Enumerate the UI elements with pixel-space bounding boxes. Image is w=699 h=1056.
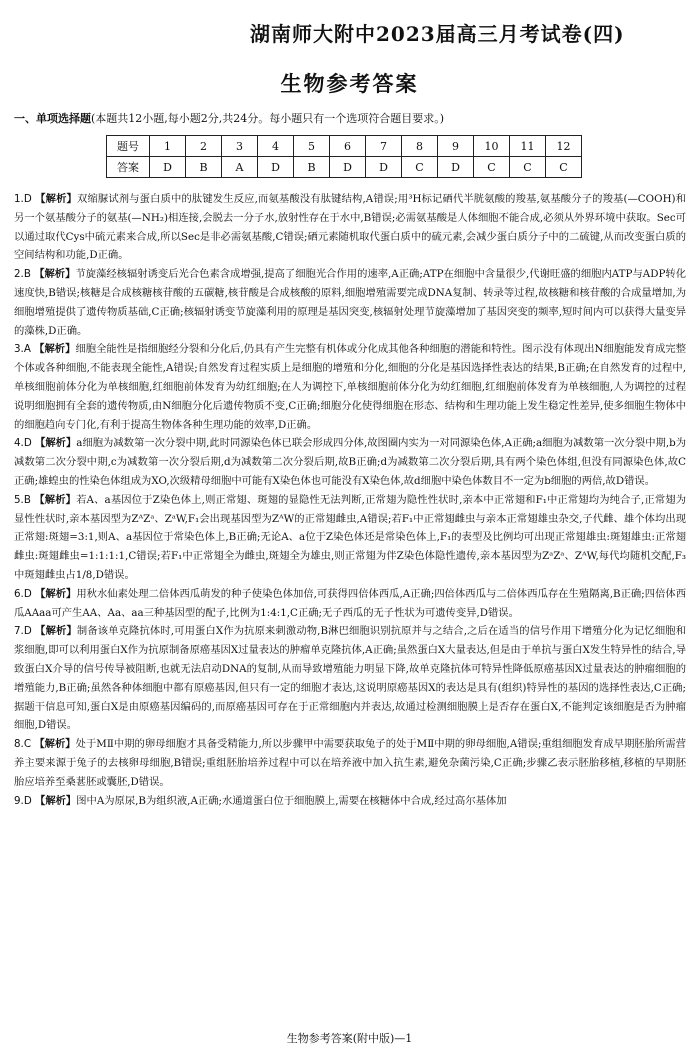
- answer-table-answer-row: [107, 157, 582, 178]
- table-cell: D: [150, 157, 186, 178]
- item-number: 3.A: [14, 343, 31, 356]
- table-cell: 2: [186, 136, 222, 157]
- analysis-tag: 【解析】: [35, 437, 77, 450]
- item-number: 7.D: [14, 625, 32, 638]
- analysis-tag: 【解析】: [35, 587, 77, 600]
- explanation-item: [14, 265, 686, 340]
- item-number: 1.D: [14, 193, 32, 205]
- table-row-label: 答案: [107, 157, 150, 178]
- table-cell: 1: [150, 136, 186, 157]
- analysis-tag: 【解析】: [35, 794, 77, 807]
- item-number: 8.C: [14, 738, 32, 751]
- table-cell: D: [330, 157, 366, 178]
- table-cell: 3: [222, 136, 258, 157]
- table-cell: 4: [258, 136, 294, 157]
- item-text: 双缩脲试剂与蛋白质中的肽键发生反应,而氨基酸没有肽键结构,A错误;用³H标记硒代半胱氨酸的羧基,氨基酸分子的羧基(—COOH)和另一个氨基酸分子的氨基(—NH₂)相连接,会脱去一分子水,放射性存在于水中,B错误;必需氨基酸是人体细胞不能合成,必须从外界环境中获取。Sec可以通过取代Cys中硫元素来合成,所以Sec是非必需氨基酸,C错误;硒元素随机取代蛋白质中的硫元素,会减少蛋白质分子中的二硫键,从而改变蛋白质的空间结构和功能,D正确。: [14, 193, 687, 262]
- table-cell: C: [510, 157, 546, 178]
- table-cell: C: [474, 157, 510, 178]
- item-number: 6.D: [14, 587, 32, 600]
- explanation-item: [14, 340, 686, 434]
- analysis-tag: 【解析】: [34, 268, 76, 281]
- document-title: 生物参考答案: [280, 72, 419, 96]
- analysis-tag: 【解析】: [35, 193, 77, 205]
- table-cell: 5: [294, 136, 330, 157]
- item-number: 2.B: [14, 268, 31, 281]
- table-cell: A: [222, 157, 258, 178]
- explanation-item: [14, 190, 686, 265]
- table-cell: D: [258, 157, 294, 178]
- school-title: 湖南师大附中2023届高三月考试卷(四): [250, 22, 625, 46]
- item-text: 若A、a基因位于Z染色体上,则正常翅、斑翅的显隐性无法判断,正常翅为隐性性状时,亲本中正常翅和F₁中正常翅均为纯合子,正常翅为显性性状时,亲本基因型为ZᴬZᵃ、ZᵃW,F₁会出现基因型为ZᴬW的正常翅雌虫,A错误;若F₁中正常翅雌虫与亲本正常翅雄虫杂交,子代雌、雄个体均出现正常翅:斑翅=3:1,则A、a基因位于常染色体上,B正确;无论A、a位于Z染色体还是常染色体上,F₁的表型及比例均可出现正常翅雄虫:斑翅雄虫:正常翅雌虫:斑翅雌虫=1:1:1:1,C错误;若F₁中正常翅全为雌虫,斑翅全为雄虫,则正常翅为伴Z染色体隐性遗传,亲本基因型为ZᵃZᵃ、ZᴬW,每代均随机交配,F₃中斑翅雌虫占1/8,D错误。: [14, 493, 686, 581]
- section-instructions: (本题共12小题,每小题2分,共24分。每小题只有一个选项符合题目要求。): [91, 112, 445, 125]
- table-cell: B: [186, 157, 222, 178]
- table-cell: B: [294, 157, 330, 178]
- item-text: 节旋藻经核辐射诱变后光合色素含成增强,提高了细胞光合作用的速率,A正确;ATP在细胞中含量很少,代谢旺盛的细胞内ATP与ADP转化速度快,B错误;核糖是合成核糖核苷酸的五碳糖,核苷酸是合成核酸的原料,细胞增殖需要完成DNA复制、转录等过程,故核糖和核苷酸的合成量增加,为细胞增殖提供了遗传物质基础,C正确;核辐射诱变节旋藻利用的原理是基因突变,核辐射处理节旋藻增加了基因突变的频率,短时间内可以获得大量变异的藻株,D正确。: [14, 268, 687, 337]
- explanation-item: [14, 585, 686, 623]
- explanation-item: [14, 792, 686, 811]
- explanation-item: [14, 491, 686, 585]
- explanation-item: [14, 735, 686, 791]
- table-cell: 9: [438, 136, 474, 157]
- table-cell: 6: [330, 136, 366, 157]
- section-title: 一、单项选择题: [14, 112, 91, 125]
- table-cell: 10: [474, 136, 510, 157]
- explanation-item: [14, 434, 686, 490]
- table-cell: C: [402, 157, 438, 178]
- item-number: 9.D: [14, 794, 32, 807]
- item-number: 5.B: [14, 493, 31, 506]
- analysis-tag: 【解析】: [34, 343, 76, 356]
- table-row-label: 题号: [107, 136, 150, 157]
- table-cell: D: [366, 157, 402, 178]
- item-text: 处于MⅡ中期的卵母细胞才具备受精能力,所以步骤甲中需要获取兔子的处于MⅡ中期的卵母细胞,A错误;重组细胞发育成早期胚胎所需营养主要来源于兔子的去核卵母细胞,B错误;重组胚胎培养过程中可以在培养液中加入抗生素,避免杂菌污染,C正确;步骤乙表示胚胎移植,移植的早期胚胎应培养至桑葚胚或囊胚,D错误。: [14, 738, 686, 788]
- analysis-tag: 【解析】: [34, 738, 76, 751]
- answer-table: [106, 135, 582, 178]
- item-text: a细胞为减数第一次分裂中期,此时同源染色体已联会形成四分体,故图圈内实为一对同源染色体,A正确;a细胞为减数第一次分裂中期,b为减数第二次分裂中期,c为减数第一次分裂后期,d为减数第二次分裂后期,故B正确;d为减数第二次分裂后期,具有两个染色体组,但没有同源染色体,故C正确;雄蝗虫的性染色体组成为XO,次级精母细胞中可能有X染色体也可能没有X染色体,故d细胞中染色体数目不一定为b细胞的两倍,故D错误。: [14, 437, 687, 487]
- explanation-item: [14, 622, 686, 735]
- table-cell: 12: [546, 136, 582, 157]
- answer-table-number-row: [107, 136, 582, 157]
- table-cell: 8: [402, 136, 438, 157]
- table-cell: C: [546, 157, 582, 178]
- item-text: 制备该单克隆抗体时,可用蛋白X作为抗原来刺激动物,B淋巴细胞识别抗原并与之结合,之后在适当的信号作用下增殖分化为记忆细胞和浆细胞,即可以利用蛋白X作为抗原制备原癌基因X过量表达的肿瘤单克隆抗体,A正确;虽然蛋白X大量表达,但是由于单抗与蛋白X发生特异性的结合,导致蛋白X介导的信号传导被阻断,也就无法启动DNA的复制,从而导致增殖能力明显下降,故单克隆抗体可特异性降低原癌基因X过量表达的肿瘤细胞的增殖能力,B正确;虽然各种体细胞中都有原癌基因,但只有一定的细胞才表达,这说明原癌基因X的表达是具有(组织)特异性的基因的选择性表达,C正确;据题干信息可知,蛋白X是由原癌基因编码的,而原癌基因可存在于正常细胞内并表达,故通过检测细胞膜上是否存在蛋白X,不能判定该细胞是否为肿瘤细胞,D错误。: [14, 625, 686, 732]
- item-text: 细胞全能性是指细胞经分裂和分化后,仍具有产生完整有机体或分化成其他各种细胞的潜能和特性。图示没有体现出N细胞能发育成完整个体或各种细胞,不能表现全能性,A错误;自然发育过程实质上是细胞的增殖和分化,细胞的分化是基因选择性表达的结果,B正确;在自然发育的过程中,单核细胞前体分化为单核细胞,红细胞前体发育为幼红细胞;在人为调控下,单核细胞前体分化为幼红细胞,红细胞前体发育为单核细胞,人为调控的过程说明细胞拥有全套的遗传物质,由N细胞分化后遗传物质不变,C正确;细胞分化使得细胞在形态、结构和生理功能上发生稳定性差异,使多细胞生物体中的细胞趋向专门化,有利于提高生物体各种生理功能的效率,D正确。: [14, 343, 687, 431]
- item-text: 图中A为原尿,B为组织液,A正确;水通道蛋白位于细胞膜上,需要在核糖体中合成,经过高尔基体加: [76, 794, 507, 807]
- table-cell: 7: [366, 136, 402, 157]
- page-footer: 生物参考答案(附中版)—1: [286, 1032, 413, 1045]
- section-heading: [14, 111, 684, 126]
- table-cell: D: [438, 157, 474, 178]
- item-text: 用秋水仙素处理二倍体西瓜萌发的种子使染色体加倍,可获得四倍体西瓜,A正确;四倍体西瓜与二倍体西瓜存在生殖隔离,B正确;四倍体西瓜AAaa可产生AA、Aa、aa三种基因型的配子,比例为1:4:1,C正确;无子西瓜的无子性状为可遗传变异,D错误。: [14, 587, 686, 619]
- analysis-tag: 【解析】: [34, 493, 77, 506]
- analysis-tag: 【解析】: [35, 625, 77, 638]
- item-number: 4.D: [14, 437, 32, 450]
- table-cell: 11: [510, 136, 546, 157]
- explanations: [14, 190, 686, 810]
